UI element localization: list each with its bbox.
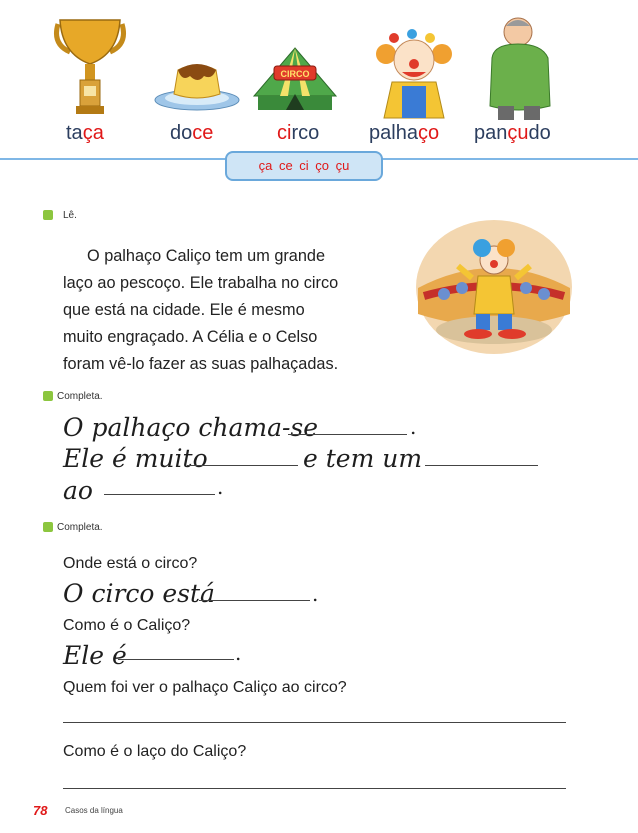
reading-line: que está na cidade. Ele é mesmo: [63, 301, 305, 319]
word-taca: taça: [66, 122, 104, 144]
period: .: [410, 415, 417, 439]
reading-line: laço ao pescoço. Ele trabalha no circo: [63, 274, 339, 292]
pudding-dessert-illustration: [152, 54, 242, 114]
section1-instruction: Lê.: [63, 210, 77, 221]
reading-line: O palhaço Caliço tem um grande: [87, 247, 326, 265]
question-2: Como é o Caliço?: [63, 617, 191, 634]
syllables-tag: ça ce ci ço çu: [225, 151, 383, 181]
section3-instruction: Completa.: [57, 522, 103, 533]
answer-line[interactable]: [63, 788, 566, 789]
period: .: [217, 475, 224, 499]
answer-blank[interactable]: [425, 465, 538, 466]
section1-bullet: [43, 210, 53, 220]
answer-blank[interactable]: [118, 659, 234, 660]
word-palhaco: palhaço: [369, 122, 440, 144]
answer-line[interactable]: [63, 722, 566, 723]
word-circo: circo: [277, 122, 320, 144]
clown-illustration: [372, 26, 456, 122]
answer-blank[interactable]: [288, 434, 407, 435]
reading-line: foram vê-lo fazer as suas palhaçadas.: [63, 355, 339, 373]
cursive-line-2b: e tem um: [303, 444, 423, 473]
question-4: Como é o laço do Caliço?: [63, 743, 247, 760]
clown-circus-illustration: [414, 218, 574, 356]
answer-blank[interactable]: [187, 465, 298, 466]
circus-sign-text: CIRCO: [280, 69, 310, 79]
period: .: [235, 641, 242, 665]
question-1: Onde está o circo?: [63, 555, 198, 572]
cursive-line-3: ao: [63, 476, 93, 505]
cursive-line-2a: Ele é muito: [63, 444, 208, 473]
answer-blank[interactable]: [199, 600, 310, 601]
word-pancudo: pançudo: [474, 122, 551, 144]
book-title: Casos da língua: [65, 806, 123, 815]
section3-bullet: [43, 522, 53, 532]
page-number: 78: [33, 803, 48, 818]
plump-man-illustration: [484, 14, 558, 122]
cursive-answer-2: Ele é: [63, 641, 127, 670]
trophy-cup-illustration: [50, 14, 130, 118]
period: .: [312, 582, 319, 606]
question-3: Quem foi ver o palhaço Caliço ao circo?: [63, 679, 347, 696]
answer-blank[interactable]: [104, 494, 215, 495]
reading-line: muito engraçado. A Célia e o Celso: [63, 328, 318, 346]
section2-instruction: Completa.: [57, 391, 103, 402]
word-doce: doce: [170, 122, 214, 144]
cursive-line-1: O palhaço chama-se: [63, 413, 319, 442]
circus-tent-illustration: [250, 44, 340, 116]
cursive-answer-1: O circo está: [63, 579, 215, 608]
reading-text: [63, 243, 403, 378]
section2-bullet: [43, 391, 53, 401]
